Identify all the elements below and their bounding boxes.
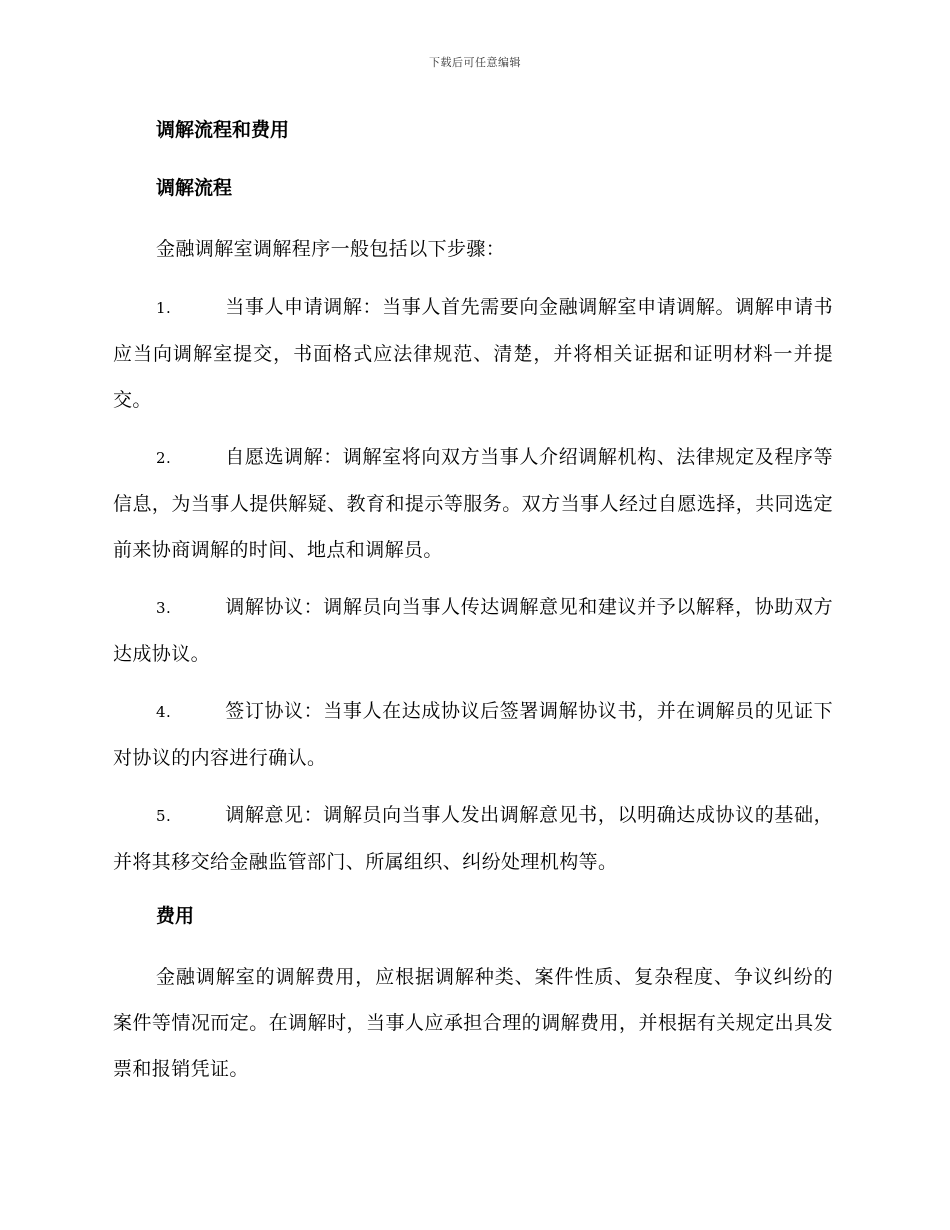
list-item [113,792,833,885]
fees-body: 金融调解室的调解费用，应根据调解种类、案件性质、复杂程度、争议纠纷的案件等情况而定。在调解时，当事人应承担合理的调解费用，并根据有关规定出具发票和报销凭证。 [113,966,833,1080]
list-item-number: 2. [156,449,172,467]
list-item-text: 调解意见：调解员向当事人发出调解意见书，以明确达成协议的基础，并将其移交给金融监管部门、所属组织、纠纷处理机构等。 [113,804,833,873]
list-item [113,688,833,781]
list-item-number: 4. [156,703,172,721]
section-heading-fees: 费用 [156,905,195,927]
list-item-text: 自愿选调解：调解室将向双方当事人介绍调解机构、法律规定及程序等信息，为当事人提供解疑、教育和提示等服务。双方当事人经过自愿选择，共同选定前来协商调解的时间、地点和调解员。 [113,446,833,561]
list-item-number: 5. [156,807,172,825]
list-item [113,434,833,573]
list-item-text: 当事人申请调解：当事人首先需要向金融调解室申请调解。调解申请书应当向调解室提交，书面格式应法律规范、清楚，并将相关证据和证明材料一并提交。 [113,296,833,411]
list-item-text: 签订协议：当事人在达成协议后签署调解协议书，并在调解员的见证下对协议的内容进行确认。 [113,700,833,769]
list-item-number: 3. [156,599,172,617]
list-item-number: 1. [156,299,172,317]
header-note: 下载后可任意编辑 [429,56,521,69]
document-title: 调解流程和费用 [156,119,290,141]
process-intro: 金融调解室调解程序一般包括以下步骤： [156,238,506,260]
list-item [113,584,833,677]
list-item [113,284,833,423]
section-heading-process: 调解流程 [156,177,233,199]
document-body [113,110,833,1098]
list-item-text: 调解协议：调解员向当事人传达调解意见和建议并予以解释，协助双方达成协议。 [113,596,833,665]
